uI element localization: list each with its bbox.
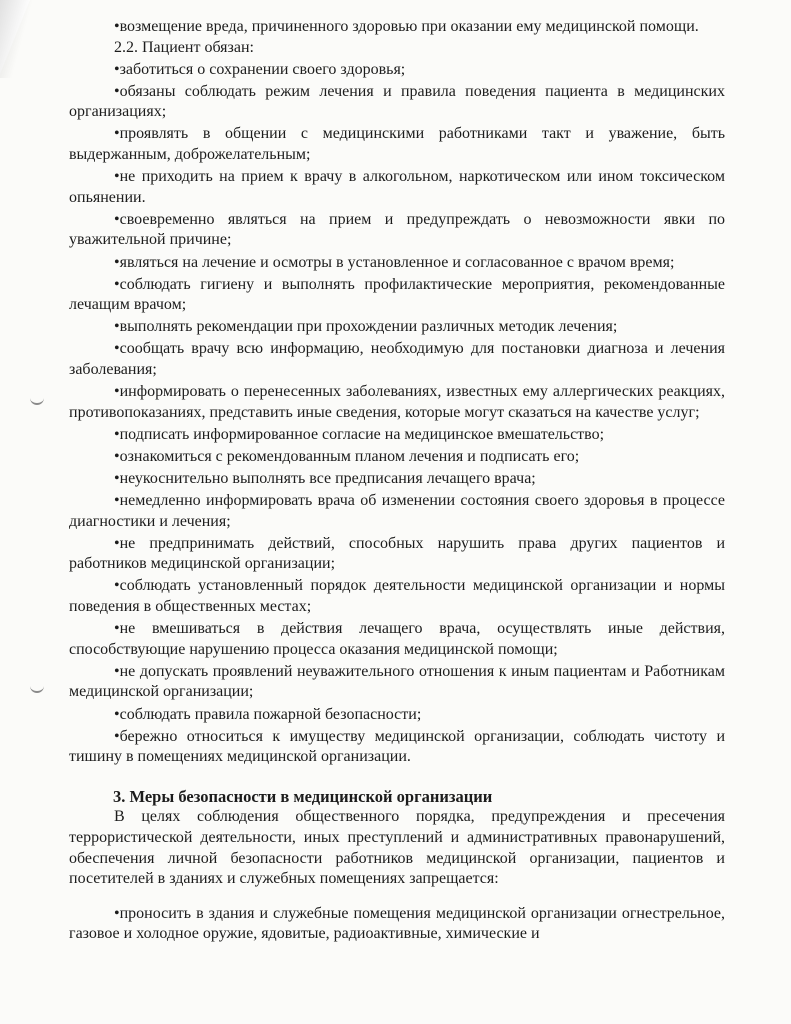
obligation-item: •не предпринимать действий, способных нарушить права других пациентов и работников медицинской организации;: [69, 534, 725, 573]
prohibitions-list: [69, 904, 725, 945]
obligation-item: •соблюдать установленный порядок деятельности медицинской организации и нормы поведения в общественных местах;: [69, 577, 725, 616]
obligation-item: •не вмешиваться в действия лечащего врача, осуществлять иные действия, способствующие нарушению процесса оказания медицинской помощи;: [69, 620, 725, 658]
obligation-item: •немедленно информировать врача об изменении состояния своего здоровья в процессе диагностики и лечения;: [69, 492, 725, 530]
document-body: [69, 0, 725, 945]
section-2-2-title: 2.2. Пациент обязан:: [114, 38, 254, 56]
obligation-item: •сообщать врачу всю информацию, необходимую для постановки диагноза и лечения заболевания;: [69, 340, 725, 378]
obligation-item: •не приходить на прием к врачу в алкогольном, наркотическом или ином токсическом опьянении.: [69, 168, 725, 206]
obligation-item: •неукоснительно выполнять все предписания лечащего врача;: [114, 469, 536, 487]
obligation-item: •своевременно являться на прием и предупреждать о невозможности явки по уважительной причине;: [69, 210, 725, 249]
obligation-item: •не допускать проявлений неуважительного отношения к иным пациентам и Работникам медицинской организации;: [69, 662, 725, 701]
obligation-item: •являться на лечение и осмотры в установленное и согласованное с врачом время;: [114, 253, 675, 271]
obligation-item: •ознакомиться с рекомендованным планом лечения и подписать его;: [114, 447, 580, 465]
obligation-item: •соблюдать гигиену и выполнять профилактические мероприятия, рекомендованные лечащим врачом;: [69, 275, 725, 314]
obligation-item: •заботиться о сохранении своего здоровья;: [114, 60, 406, 78]
folded-page-corner: [0, 0, 30, 74]
section-3-heading: 3. Меры безопасности в медицинской организации: [113, 786, 493, 806]
prohibition-item: •проносить в здания и служебные помещения медицинской организации огнестрельное, газовое и холодное оружие, ядовитые, радиоактивные, химические и: [69, 904, 725, 943]
binder-hole-mark: [30, 393, 44, 405]
intro-line: •возмещение вреда, причиненного здоровью при оказании ему медицинской помощи.: [114, 18, 699, 35]
obligation-item: •информировать о перенесенных заболеваниях, известных ему аллергических реакциях, противопоказаниях, представить иные сведения, которые могут сказаться на качестве услуг;: [69, 383, 725, 421]
binder-hole-mark: [30, 681, 44, 693]
obligation-item: •подписать информированное согласие на медицинское вмешательство;: [114, 425, 605, 443]
obligation-item: •соблюдать правила пожарной безопасности;: [114, 705, 422, 723]
obligations-list: [69, 60, 725, 768]
obligation-item: •выполнять рекомендации при прохождении различных методик лечения;: [114, 318, 618, 336]
section-3-paragraph: В целях соблюдения общественного порядка, предупреждения и пресечения террористической деятельности, иных преступлений и административных правонарушений, обеспечения личной безопасности работников медицинской организации, пациентов и посетителей в зданиях и служебных помещениях запрещается:: [69, 808, 725, 888]
obligation-item: •обязаны соблюдать режим лечения и правила поведения пациента в медицинских организациях;: [69, 82, 725, 121]
obligation-item: •проявлять в общении с медицинскими работниками такт и уважение, быть выдержанным, доброжелательным;: [69, 125, 725, 164]
obligation-item: •бережно относиться к имуществу медицинской организации, соблюдать чистоту и тишину в помещениях медицинской организации.: [69, 727, 725, 766]
